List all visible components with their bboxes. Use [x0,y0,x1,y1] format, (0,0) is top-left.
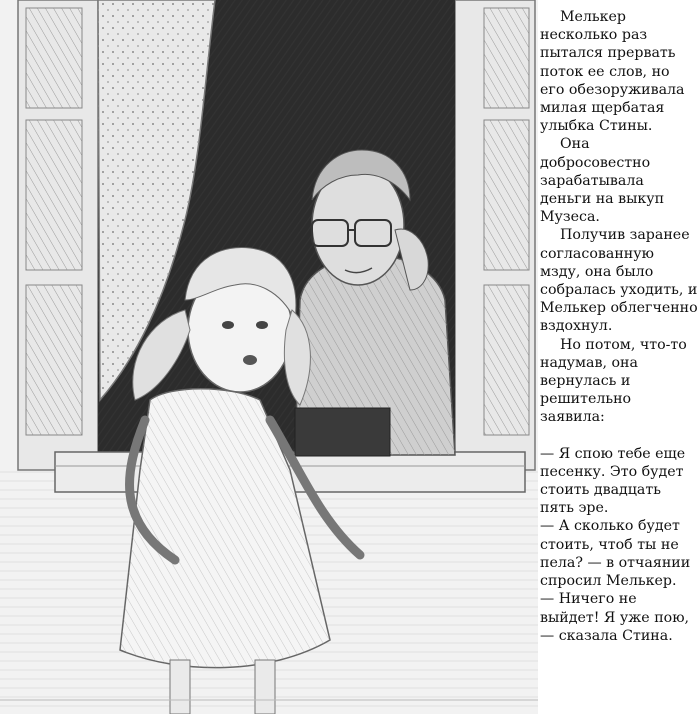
paragraph-2: Она добросовестно зарабатывала деньги на выкуп Музеса. [540,136,665,226]
dialogue-line-2: — А сколько будет стоить, чтоб ты не пела? — в отчаянии спросил Мелькер. [540,518,691,590]
paragraph-4: Но потом, что-то надумав, она вернулась и решительно заявила: [540,336,687,426]
dialogue-line-1: — Я спою тебе еще песенку. Это будет стоить двадцать пять эре. [540,445,686,517]
window-frame-right [455,0,535,470]
dialogue-line-3: — Ничего не выйдет! Я уже пою, — сказала Стина. [540,591,690,644]
paragraph-1: Мелькер несколько раз пытался прервать поток ее слов, но его обезоруживала милая щербатая улыбка Стины. [540,9,685,135]
story-text-column [540,8,698,645]
window-frame-left [18,0,98,470]
paragraph-3: Получив заранее согласованную мзду, она было собралась уходить, и Мелькер облегченно вздохнул. [540,227,698,335]
